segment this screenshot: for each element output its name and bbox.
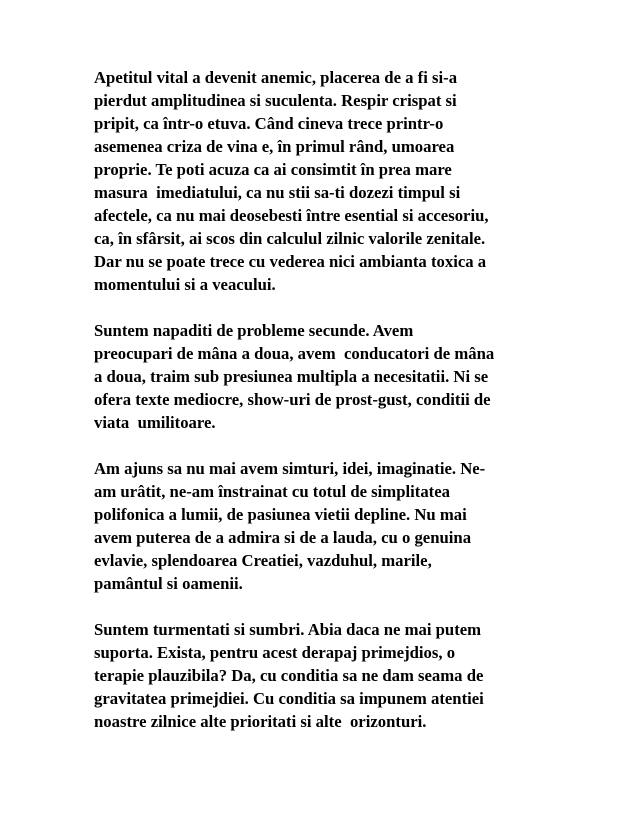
text-line: pierdut amplitudinea si suculenta. Respir crispat si xyxy=(94,91,457,110)
text-line: Dar nu se poate trece cu vederea nici ambianta toxica a xyxy=(94,252,487,271)
text-line: afectele, ca nu mai deosebesti între esential si accesoriu, xyxy=(94,206,489,225)
text-line: ofera texte mediocre, show-uri de prost-gust, conditii de xyxy=(94,390,491,409)
text-line: ca, în sfârsit, ai scos din calculul zilnic valorile zenitale. xyxy=(94,229,486,248)
paragraph-3 xyxy=(94,457,554,595)
text-line: noastre zilnice alte prioritati si alte orizonturi. xyxy=(94,712,427,731)
text-line: asemenea criza de vina e, în primul rând, umoarea xyxy=(94,137,455,156)
text-line: evlavie, splendoarea Creatiei, vazduhul, marile, xyxy=(94,551,432,570)
document-body xyxy=(94,66,554,756)
text-line: Suntem napaditi de probleme secunde. Avem xyxy=(94,321,414,340)
text-line: am urâtit, ne-am înstrainat cu totul de simplitatea xyxy=(94,482,450,501)
paragraph-4 xyxy=(94,618,554,733)
text-line: avem puterea de a admira si de a lauda, cu o genuina xyxy=(94,528,472,547)
text-line: polifonica a lumii, de pasiunea vietii depline. Nu mai xyxy=(94,505,467,524)
text-line: pamântul si oamenii. xyxy=(94,574,243,593)
text-line: suporta. Exista, pentru acest derapaj primejdios, o xyxy=(94,643,456,662)
text-line: proprie. Te poti acuza ca ai consimtit în prea mare xyxy=(94,160,452,179)
text-line: masura imediatului, ca nu stii sa-ti dozezi timpul si xyxy=(94,183,461,202)
text-line: pripit, ca într-o etuva. Când cineva trece printr-o xyxy=(94,114,444,133)
text-line: a doua, traim sub presiunea multipla a necesitatii. Ni se xyxy=(94,367,489,386)
paragraph-2 xyxy=(94,319,554,434)
text-line: terapie plauzibila? Da, cu conditia sa ne dam seama de xyxy=(94,666,484,685)
text-line: Apetitul vital a devenit anemic, placerea de a fi si-a xyxy=(94,68,458,87)
text-line: Suntem turmentati si sumbri. Abia daca ne mai putem xyxy=(94,620,482,639)
text-line: Am ajuns sa nu mai avem simturi, idei, imaginatie. Ne- xyxy=(94,459,486,478)
text-line: gravitatea primejdiei. Cu conditia sa impunem atentiei xyxy=(94,689,484,708)
text-line: viata umilitoare. xyxy=(94,413,216,432)
text-line: preocupari de mâna a doua, avem conducatori de mâna xyxy=(94,344,495,363)
text-line: momentului si a veacului. xyxy=(94,275,276,294)
paragraph-1 xyxy=(94,66,554,296)
